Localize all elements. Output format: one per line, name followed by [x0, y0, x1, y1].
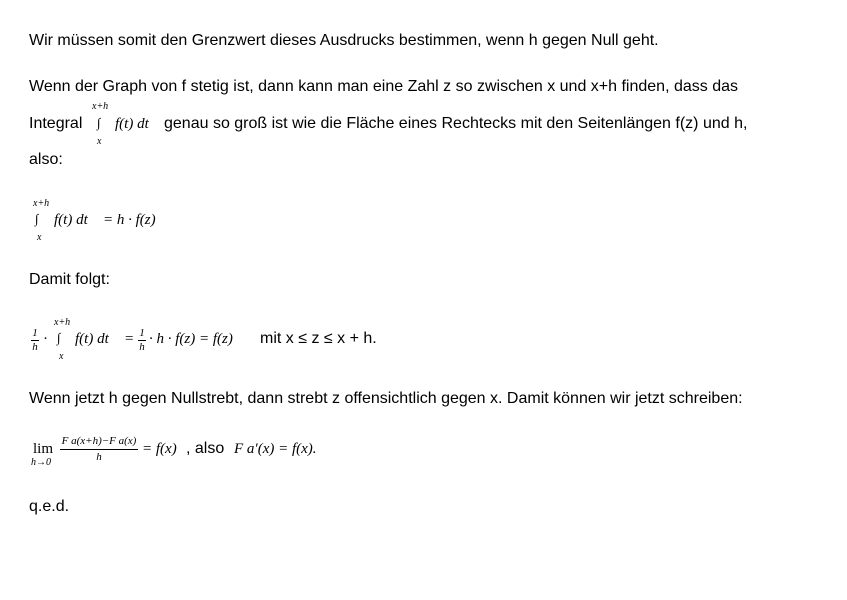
integral-sign: ∫ [97, 115, 101, 130]
eq2-rest: · h · f(z) = f(z) [149, 331, 233, 347]
qed: q.e.d. [29, 498, 70, 515]
integral-integrand: f(t) dt [115, 116, 149, 132]
eq2-frac-den: h [32, 341, 38, 353]
paragraph-limit: Wenn jetzt h gegen Nullstrebt, dann strebt z offensichtlich gegen x. Damit können wir jetzt schreiben: [29, 390, 743, 407]
eq2-integrand: f(t) dt [75, 331, 109, 347]
eq2-condition: mit x ≤ z ≤ x + h. [260, 330, 377, 347]
derivative-equation: F a′(x) = f(x). [234, 441, 317, 457]
eq2-frac-num: 1 [32, 327, 38, 339]
eq1-integrand: f(t) dt [54, 212, 88, 228]
limit-subscript: h→0 [31, 457, 51, 468]
paragraph-rectangle: genau so groß ist wie die Fläche eines Rechtecks mit den Seitenlängen f(z) und h, [164, 115, 748, 132]
limit-numerator: F a(x+h)−F a(x) [61, 435, 137, 447]
limit-rhs: = f(x) [142, 441, 177, 457]
paragraph-damit-folgt: Damit folgt: [29, 271, 110, 288]
limit-operator: lim [33, 441, 54, 457]
eq2-dot: · [43, 331, 48, 347]
integral-label: Integral [29, 115, 83, 132]
limit-also: , also [186, 440, 225, 457]
paragraph-also: also: [29, 151, 63, 168]
paragraph-continuity: Wenn der Graph von f stetig ist, dann kann man eine Zahl z so zwischen x und x+h finden, dass das [29, 78, 738, 95]
eq2-lower-bound: x [59, 351, 64, 362]
eq1-lower-bound: x [37, 232, 42, 243]
eq2-integral-sign: ∫ [57, 330, 61, 345]
eq2-equals: = [124, 331, 135, 347]
eq1-rhs: = h · f(z) [103, 212, 156, 228]
eq1-upper-bound: x+h [33, 198, 50, 209]
eq1-integral-sign: ∫ [35, 211, 39, 226]
integral-upper-bound: x+h [92, 101, 109, 112]
limit-frac-bar [60, 449, 138, 450]
paragraph-limit-intro: Wir müssen somit den Grenzwert dieses Ausdrucks bestimmen, wenn h gegen Null geht. [29, 32, 659, 49]
eq2-frac2-num: 1 [139, 327, 145, 339]
limit-denominator: h [96, 451, 102, 463]
eq2-frac2-den: h [139, 341, 145, 353]
eq2-upper-bound: x+h [54, 317, 71, 328]
integral-lower-bound: x [97, 136, 102, 147]
